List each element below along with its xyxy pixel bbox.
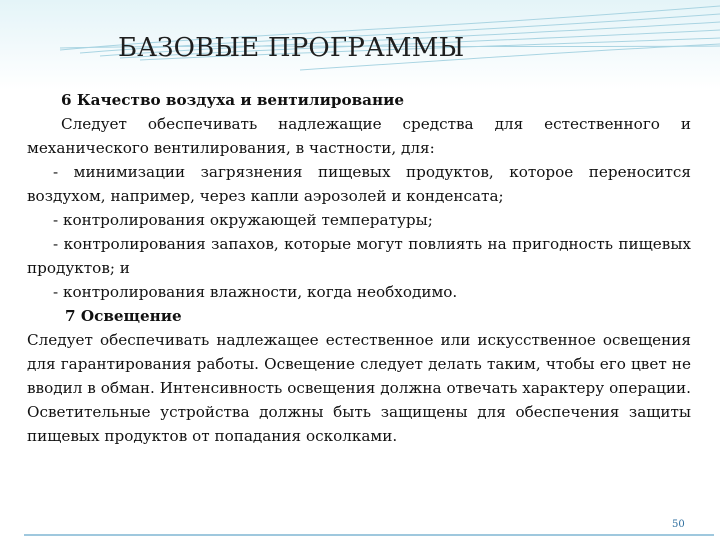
list-item: - контролирования запахов, которые могут повлиять на пригодность пищевых продуктов; и	[27, 235, 691, 277]
slide-body	[27, 88, 691, 448]
page-number: 50	[672, 519, 685, 530]
section-7-heading: 7 Освещение	[65, 307, 182, 325]
section-6-heading: 6 Качество воздуха и вентилирование	[61, 91, 405, 109]
section-6-intro: Следует обеспечивать надлежащие средства для естественного и механического вентилирования, в частности, для:	[27, 115, 691, 157]
list-item: - минимизации загрязнения пищевых продуктов, которое переносится воздухом, например, через капли аэрозолей и конденсата;	[27, 163, 691, 205]
section-7-body: Следует обеспечивать надлежащее естественное или искусственное освещения для гарантирования работы. Освещение следует делать таким, чтобы его цвет не вводил в обман. Интенсивность освещения должна отвечать характеру операции. Осветительные устройства должны быть защищены для обеспечения защиты пищевых продуктов от попадания осколками.	[27, 331, 691, 445]
list-item: - контролирования окружающей температуры;	[53, 211, 433, 229]
bottom-divider	[24, 534, 714, 536]
slide-title: БАЗОВЫЕ ПРОГРАММЫ	[118, 33, 465, 63]
list-item: - контролирования влажности, когда необходимо.	[53, 283, 458, 301]
